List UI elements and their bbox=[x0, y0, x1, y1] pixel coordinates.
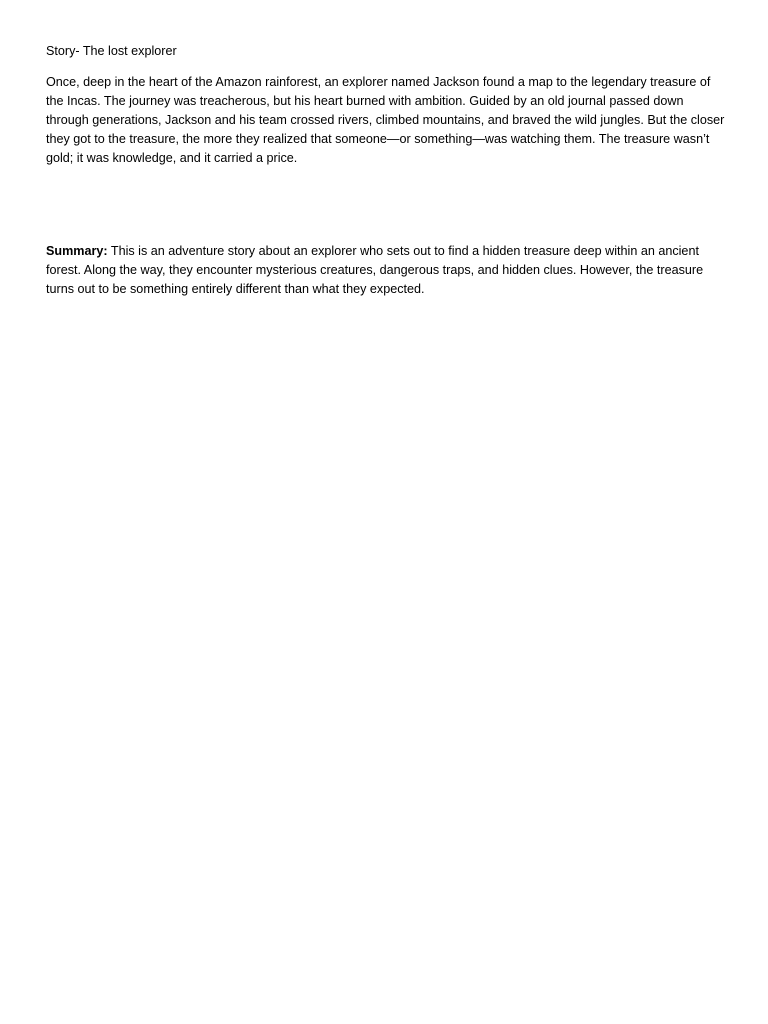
document-title: Story- The lost explorer bbox=[46, 44, 177, 58]
summary-text: This is an adventure story about an explorer who sets out to find a hidden treasure deep within an ancient forest. Along the way, they encounter mysterious creatures, dangerous traps, and hidden clues. However, the treasure turns out to be something entirely different than what they expected. bbox=[46, 244, 704, 296]
story-paragraph: Once, deep in the heart of the Amazon rainforest, an explorer named Jackson found a map to the legendary treasure of the Incas. The journey was treacherous, but his heart burned with ambition. Guided by an old journal passed down through generations, Jackson and his team crossed rivers, climbed mountains, and braved the wild jungles. But the closer they got to the treasure, the more they realized that someone—or something—was watching them. The treasure wasn’t gold; it was knowledge, and it carried a price. bbox=[46, 75, 725, 165]
document-body bbox=[46, 42, 726, 299]
summary-paragraph bbox=[46, 242, 726, 299]
summary-label: Summary: bbox=[46, 244, 108, 258]
